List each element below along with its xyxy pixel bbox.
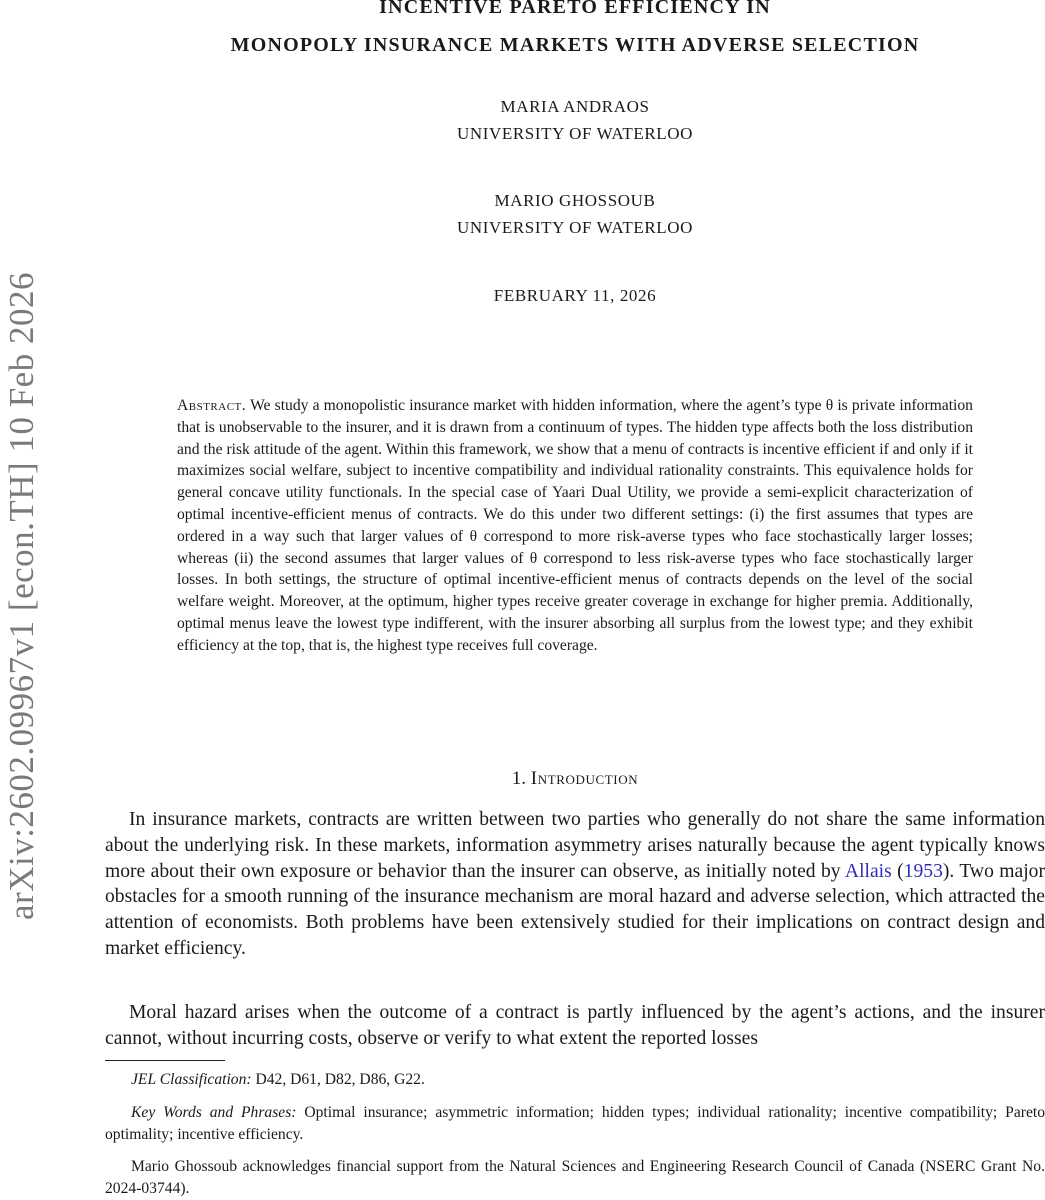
author-1-name: MARIA ANDRAOS	[500, 97, 650, 116]
abstract-heading: Abstract.	[177, 397, 247, 414]
citation-link-year[interactable]: 1953	[903, 860, 943, 882]
keywords-text: Optimal insurance; asymmetric information; hidden types; individual rationality; incentive compatibility; Pareto optimality; incentive efficiency.	[105, 1104, 1045, 1143]
abstract-text: We study a monopolistic insurance market with hidden information, where the agent’s type θ is private information that is unobservable to the insurer, and it is drawn from a continuum of types. The hidden type affects both the loss distribution and the risk attitude of the agent. Within this framework, we show that a menu of contracts is incentive efficient if and only if it maximizes social welfare, subject to incentive compatibility and individual rationality constraints. This equivalence holds for general concave utility functionals. In the special case of Yaari Dual Utility, we provide a semi-explicit characterization of optimal incentive-efficient menus of contracts. We do this under two different settings: (i) the first assumes that types are ordered in a way such that larger values of θ correspond to more risk-averse types who face stochastically larger losses; whereas (ii) the second assumes that larger values of θ correspond to less risk-averse types who face stochastically larger losses. In both settings, the structure of optimal incentive-efficient menus of contracts depends on the level of the social welfare weight. Moreover, at the optimum, higher types receive greater coverage in exchange for higher premia. Additionally, optimal menus leave the lowest type indifferent, with the insurer absorbing all surplus from the lowest type; and they exhibit efficiency at the top, that is, the highest type receives full coverage.	[177, 397, 973, 654]
jel-label: JEL Classification:	[131, 1071, 252, 1088]
arxiv-identifier: arXiv:2602.09967v1 [econ.TH] 10 Feb 2026	[2, 272, 41, 920]
paper-title-line-1: INCENTIVE PARETO EFFICIENCY IN	[379, 0, 771, 18]
footnote-keywords	[105, 1102, 1045, 1146]
keywords-label: Key Words and Phrases:	[131, 1104, 297, 1121]
intro-paragraph-1	[105, 807, 1045, 962]
section-title: Introduction	[530, 768, 639, 789]
citation-paren: (	[891, 860, 904, 882]
paper-date: FEBRUARY 11, 2026	[493, 286, 657, 305]
footnote-divider	[105, 1060, 225, 1061]
author-2-affiliation: UNIVERSITY OF WATERLOO	[456, 218, 694, 237]
author-1-affiliation: UNIVERSITY OF WATERLOO	[456, 124, 694, 143]
section-heading-introduction	[105, 768, 1045, 790]
footnote-funding: Mario Ghossoub acknowledges financial support from the Natural Sciences and Engineering Research Council of Canada (NSERC Grant No. 2024-03744).	[105, 1158, 1045, 1197]
section-number: 1.	[511, 768, 527, 789]
paragraph-1-text-after: ). Two major obstacles for a smooth running of the insurance mechanism are moral hazard and adverse selection, which attracted the attention of economists. Both problems have been extensively studied for their implications on contract design and market efficiency.	[105, 860, 1045, 959]
paragraph-1-text-before: In insurance markets, contracts are written between two parties who generally do not share the same information about the underlying risk. In these markets, information asymmetry arises naturally because the agent typically knows more about their own exposure or behavior than the insurer can observe, as initially noted by	[105, 809, 1045, 882]
intro-paragraph-2: Moral hazard arises when the outcome of a contract is partly influenced by the agent’s actions, and the insurer cannot, without incurring costs, observe or verify to what extent the reported losses	[105, 1002, 1045, 1049]
citation-link-allais[interactable]: Allais	[844, 860, 892, 882]
paper-title-line-2: MONOPOLY INSURANCE MARKETS WITH ADVERSE SELECTION	[230, 34, 920, 56]
abstract	[177, 395, 973, 657]
footnote-jel	[105, 1069, 1045, 1091]
author-2-name: MARIO GHOSSOUB	[494, 191, 656, 210]
jel-codes: D42, D61, D82, D86, G22.	[251, 1071, 425, 1088]
